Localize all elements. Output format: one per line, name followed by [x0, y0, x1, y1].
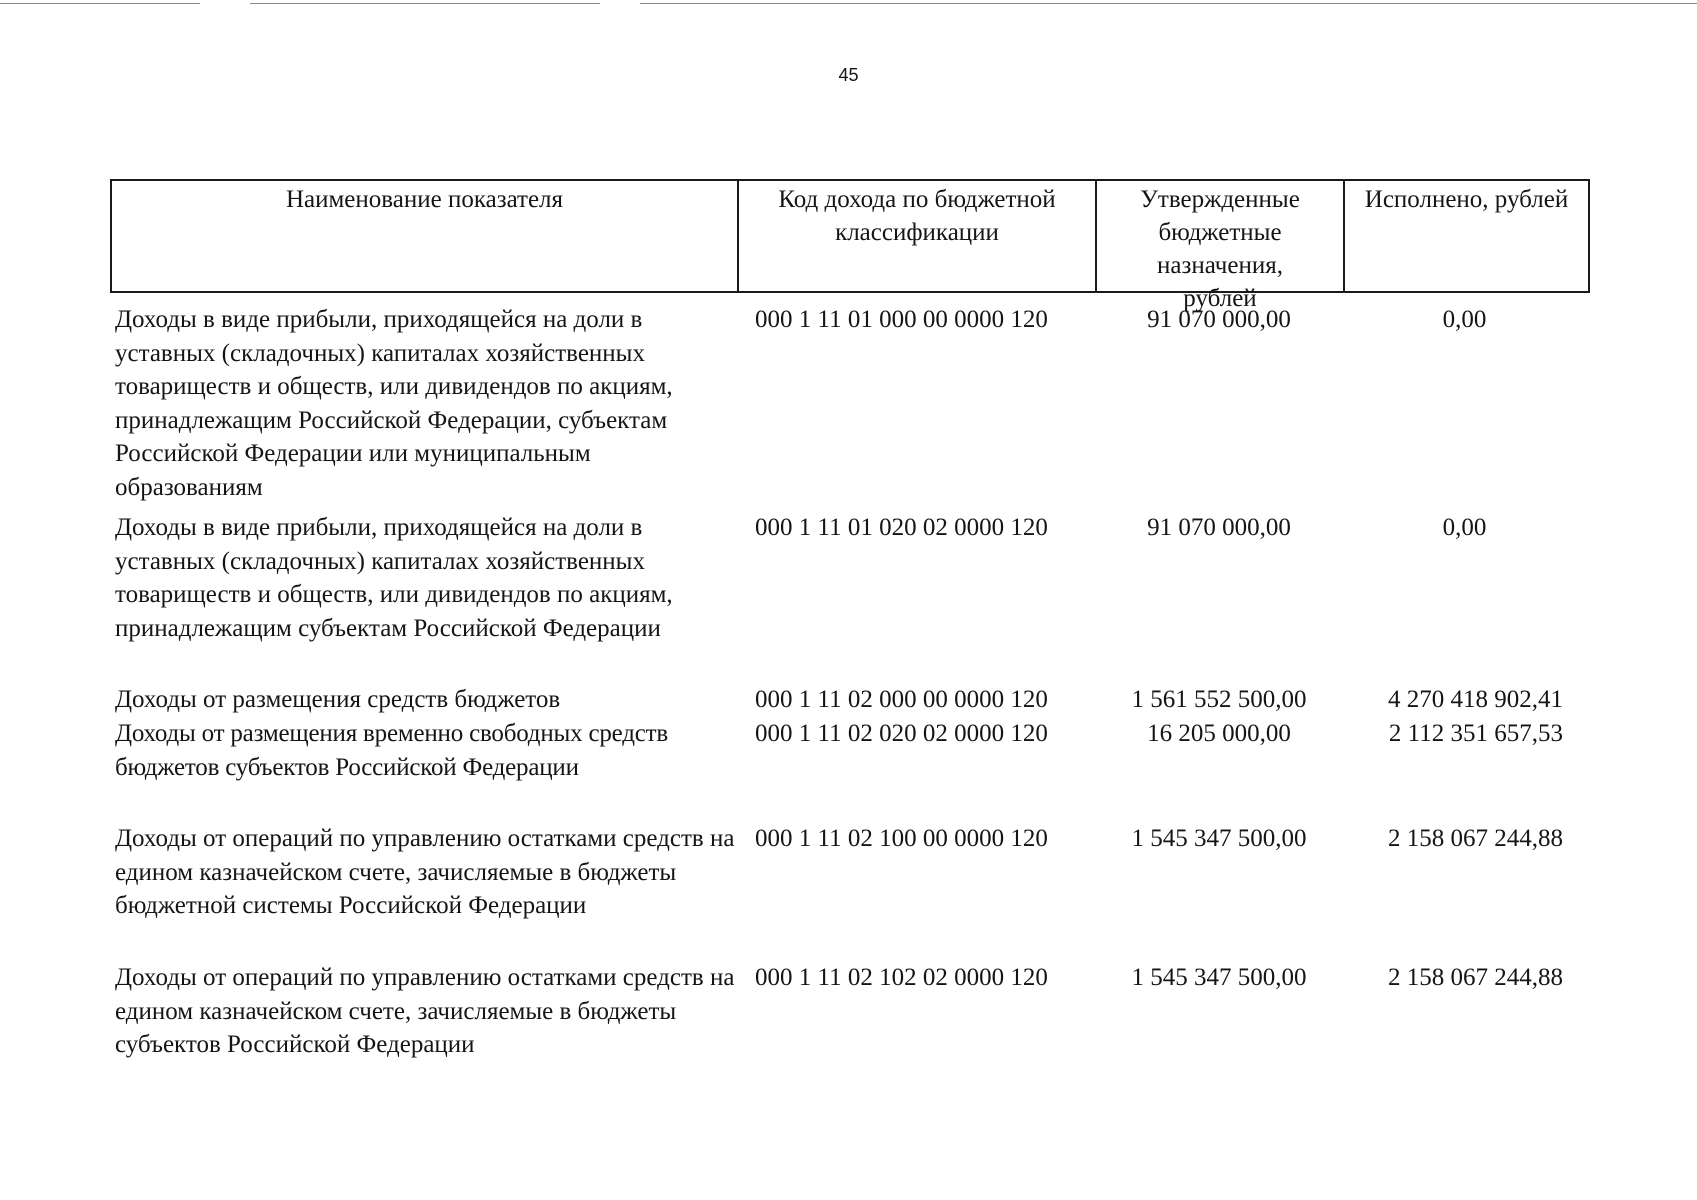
row-code: 000 1 11 02 020 02 0000 120: [755, 720, 1048, 747]
header-approved-text: Утвержденные бюджетные назначения, рублей: [1140, 186, 1300, 312]
header-code: [739, 181, 1097, 291]
row-name: Доходы от размещения временно свободных средств бюджетов субъектов Российской Федерации: [115, 720, 668, 781]
row-approved: 1 545 347 500,00: [1131, 964, 1307, 991]
row-executed: 2 158 067 244,88: [1388, 964, 1563, 991]
row-executed: 0,00: [1442, 306, 1487, 333]
row-approved: 16 205 000,00: [1147, 720, 1291, 747]
row-code: 000 1 11 02 102 02 0000 120: [755, 964, 1048, 991]
row-executed: 0,00: [1442, 514, 1487, 541]
scan-edge-line: [640, 3, 1697, 4]
row-executed: 4 270 418 902,41: [1388, 686, 1563, 713]
table-header: [110, 179, 1590, 312]
row-code: 000 1 11 01 000 00 0000 120: [755, 306, 1048, 333]
scan-edge-line: [0, 3, 200, 4]
row-name: Доходы от операций по управлению остатками средств на едином казначейском счете, зачисляемые в бюджеты бюджетной системы Российской Федерации: [115, 825, 735, 919]
row-approved: 1 545 347 500,00: [1131, 825, 1307, 852]
row-name: Доходы от размещения средств бюджетов: [115, 686, 561, 713]
row-executed: 2 112 351 657,53: [1388, 720, 1563, 747]
row-code: 000 1 11 02 000 00 0000 120: [755, 686, 1048, 713]
revenue-table: [110, 179, 1590, 1058]
header-approved: [1097, 181, 1345, 312]
row-executed: 2 158 067 244,88: [1388, 825, 1563, 852]
row-code: 000 1 11 02 100 00 0000 120: [755, 825, 1048, 852]
row-approved: 91 070 000,00: [1147, 306, 1291, 333]
page-number: 45: [838, 65, 859, 85]
header-executed: Исполнено, рублей: [1364, 186, 1569, 213]
scan-edge-line: [250, 3, 600, 4]
row-name: Доходы в виде прибыли, приходящейся на доли в уставных (складочных) капиталах хозяйственных товариществ и обществ, или дивидендов по акциям, принадлежащим субъектам Российской Федерации: [115, 514, 673, 642]
row-approved: 1 561 552 500,00: [1131, 686, 1307, 713]
header-name: Наименование показателя: [112, 181, 739, 291]
header-code-text: Код дохода по бюджетной классификации: [778, 186, 1056, 246]
row-code: 000 1 11 01 020 02 0000 120: [755, 514, 1048, 541]
row-approved: 91 070 000,00: [1147, 514, 1291, 541]
row-name: Доходы от операций по управлению остатками средств на едином казначейском счете, зачисляемые в бюджеты субъектов Российской Федерации: [115, 964, 735, 1058]
row-name: Доходы в виде прибыли, приходящейся на доли в уставных (складочных) капиталах хозяйственных товариществ и обществ, или дивидендов по акциям, принадлежащим Российской Федерации, субъектам Российской Федерации или муниципальным образованиям: [115, 306, 673, 501]
